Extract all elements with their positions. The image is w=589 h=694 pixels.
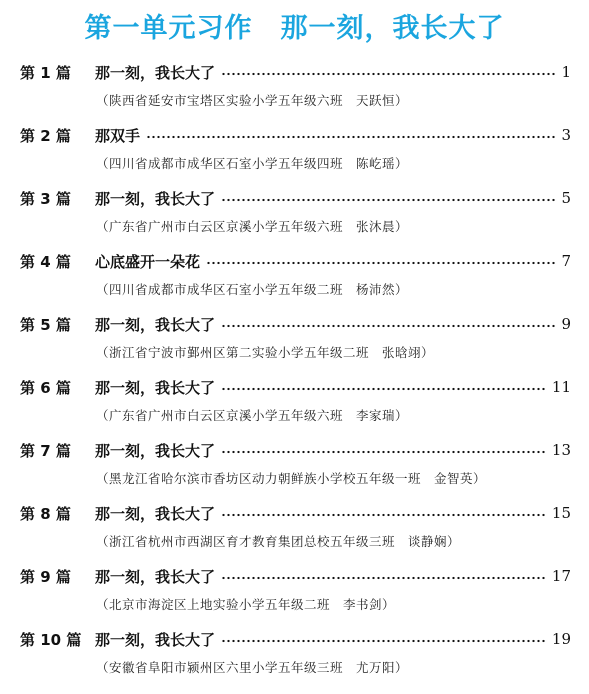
entry-source: （陕西省延安市宝塔区实验小学五年级六班 天跃恒） [96, 93, 409, 108]
entry-page-number: 11 [551, 378, 571, 396]
toc-entry-row[interactable] [20, 60, 571, 84]
entry-title[interactable]: 那一刻，我长大了 [95, 189, 216, 208]
entry-page-number: 15 [551, 504, 571, 522]
entry-number: 第 8 篇 [20, 504, 71, 523]
entry-number: 第 9 篇 [20, 567, 71, 586]
entry-source: （北京市海淀区上地实验小学五年级二班 李书剑） [96, 597, 396, 612]
entry-number: 第 6 篇 [20, 378, 71, 397]
toc-entry-row[interactable] [20, 186, 571, 210]
entry-title[interactable]: 心底盛开一朵花 [95, 252, 201, 271]
entry-number: 第 4 篇 [20, 252, 71, 271]
entry-page-number: 3 [561, 126, 571, 144]
toc-entry-row[interactable] [20, 438, 571, 462]
entry-number: 第 1 篇 [20, 63, 71, 82]
entry-source: （广东省广州市白云区京溪小学五年级六班 张沐晨） [96, 219, 409, 234]
entry-source: （浙江省宁波市鄞州区第二实验小学五年级二班 张晗翊） [96, 345, 435, 360]
dot-leader [221, 381, 546, 393]
toc-entry-row[interactable] [20, 249, 571, 273]
entry-source: （浙江省杭州市西湖区育才教育集团总校五年级三班 谈静娴） [96, 534, 461, 549]
entry-number: 第 5 篇 [20, 315, 71, 334]
page-title: 第一单元习作 那一刻，我长大了 [84, 13, 505, 44]
entry-title[interactable]: 那一刻，我长大了 [95, 504, 216, 523]
entry-title[interactable]: 那一刻，我长大了 [95, 441, 216, 460]
table-of-contents [0, 60, 589, 690]
entry-page-number: 13 [551, 441, 571, 459]
toc-entry[interactable] [0, 60, 589, 123]
entry-number: 第 10 篇 [20, 630, 82, 649]
entry-title[interactable]: 那一刻，我长大了 [95, 630, 216, 649]
entry-title[interactable]: 那一刻，我长大了 [95, 63, 216, 82]
toc-entry[interactable] [0, 438, 589, 501]
toc-entry[interactable] [0, 249, 589, 312]
entry-page-number: 1 [561, 63, 571, 81]
dot-leader [221, 570, 546, 582]
entry-number: 第 2 篇 [20, 126, 71, 145]
entry-title[interactable]: 那一刻，我长大了 [95, 567, 216, 586]
toc-entry[interactable] [0, 564, 589, 627]
entry-source: （广东省广州市白云区京溪小学五年级六班 李家瑞） [96, 408, 409, 423]
toc-entry-row[interactable] [20, 375, 571, 399]
toc-entry-row[interactable] [20, 123, 571, 147]
entry-page-number: 5 [561, 189, 571, 207]
dot-leader [146, 129, 555, 141]
entry-source: （黑龙江省哈尔滨市香坊区动力朝鲜族小学校五年级一班 金智英） [96, 471, 487, 486]
toc-entry-row[interactable] [20, 627, 571, 651]
entry-number: 第 3 篇 [20, 189, 71, 208]
dot-leader [221, 318, 555, 330]
entry-source: （安徽省阜阳市颍州区六里小学五年级三班 尤万阳） [96, 660, 409, 675]
entry-number: 第 7 篇 [20, 441, 71, 460]
dot-leader [221, 66, 555, 78]
dot-leader [221, 633, 546, 645]
toc-entry-row[interactable] [20, 564, 571, 588]
toc-entry[interactable] [0, 627, 589, 690]
toc-entry[interactable] [0, 501, 589, 564]
entry-source: （四川省成都市成华区石室小学五年级四班 陈屹瑶） [96, 156, 409, 171]
dot-leader [221, 192, 555, 204]
toc-entry[interactable] [0, 375, 589, 438]
toc-entry-row[interactable] [20, 312, 571, 336]
entry-page-number: 7 [561, 252, 571, 270]
toc-entry[interactable] [0, 186, 589, 249]
toc-entry[interactable] [0, 123, 589, 186]
entry-title[interactable]: 那双手 [95, 126, 141, 145]
dot-leader [221, 444, 546, 456]
toc-entry-row[interactable] [20, 501, 571, 525]
dot-leader [206, 255, 555, 267]
toc-entry[interactable] [0, 312, 589, 375]
entry-page-number: 19 [551, 630, 571, 648]
entry-title[interactable]: 那一刻，我长大了 [95, 315, 216, 334]
entry-title[interactable]: 那一刻，我长大了 [95, 378, 216, 397]
entry-page-number: 17 [551, 567, 571, 585]
entry-source: （四川省成都市成华区石室小学五年级二班 杨沛然） [96, 282, 409, 297]
dot-leader [221, 507, 546, 519]
entry-page-number: 9 [561, 315, 571, 333]
